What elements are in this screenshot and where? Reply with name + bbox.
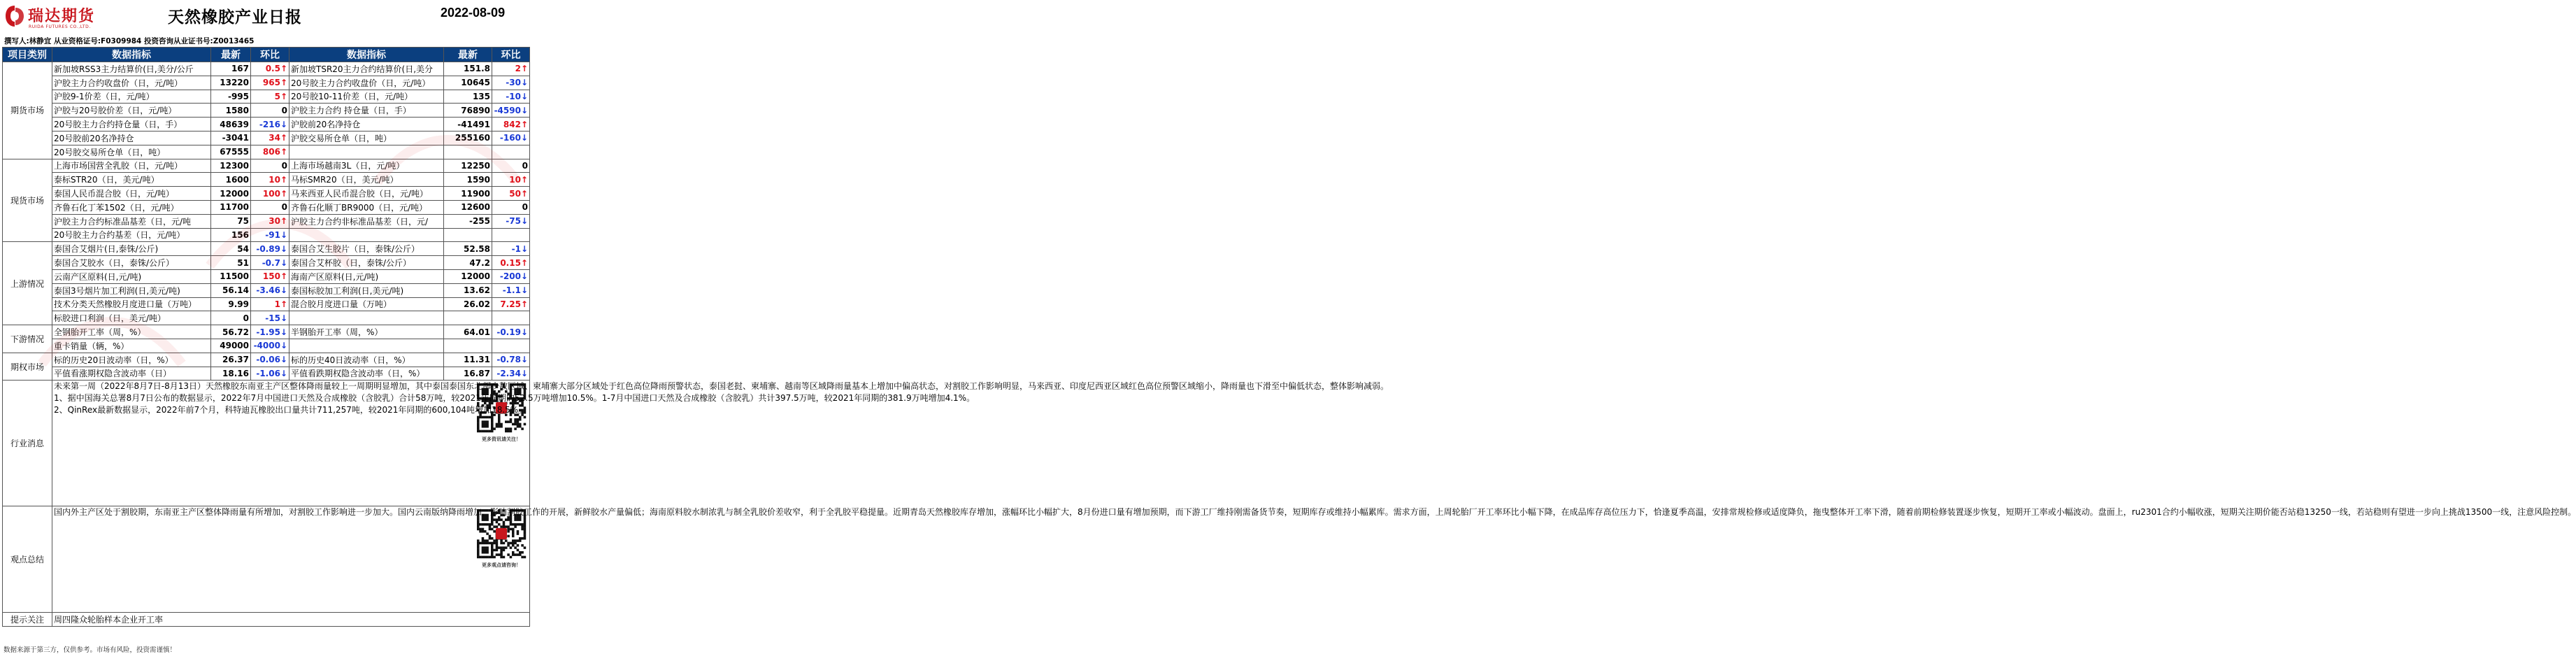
table-row <box>3 104 530 118</box>
author-credentials: 撰写人:林静宜 从业资格证号:F0309984 投资咨询从业证书号:Z0013465 <box>4 37 255 45</box>
industry-news-row <box>3 381 530 506</box>
table-body <box>3 62 530 381</box>
indicator-change-value: 10↑ <box>492 173 530 187</box>
indicator-name: 平值看涨期权隐含波动率（日） <box>52 367 211 381</box>
table-row <box>3 353 530 367</box>
header-latest: 最新 <box>211 48 251 62</box>
indicator-latest-value: -995 <box>211 90 251 104</box>
indicator-change-value: -30↓ <box>492 76 530 90</box>
table-row <box>3 173 530 187</box>
indicator-name: 沪胶9-1价差（日，元/吨） <box>52 90 211 104</box>
category-cell: 期货市场 <box>3 62 52 159</box>
tips-row <box>3 613 530 627</box>
indicator-latest-value: 12300 <box>211 159 251 173</box>
header-change: 环比 <box>251 48 289 62</box>
table-row <box>3 118 530 132</box>
report-date: 2022-08-09 <box>441 6 506 20</box>
indicator-latest-value: 26.37 <box>211 353 251 367</box>
indicator-change-value: -0.78↓ <box>492 353 530 367</box>
viewpoint-cell <box>52 506 2576 613</box>
indicator-name: 沪胶前20名净持仓 <box>289 118 444 132</box>
indicator-change-value: 10↑ <box>251 173 289 187</box>
logo-chinese-name: 瑞达期货 <box>28 8 96 25</box>
category-viewpoint: 观点总结 <box>3 506 52 613</box>
indicator-change-value: 0 <box>251 200 289 214</box>
indicator-name: 技术分类天然橡胶月度进口量（万吨） <box>52 297 211 311</box>
industry-data-table <box>2 47 2576 627</box>
indicator-change-value: -1↓ <box>492 242 530 256</box>
header-latest-right: 最新 <box>444 48 492 62</box>
indicator-change-value: 7.25↑ <box>492 297 530 311</box>
indicator-name: 沪胶与20号胶价差（日，元/吨） <box>52 104 211 118</box>
ruida-logo-icon <box>4 4 25 28</box>
indicator-change-value: 0.15↑ <box>492 256 530 270</box>
indicator-name: 沪胶主力合约标准品基差（日，元/吨 <box>52 214 211 228</box>
table-row <box>3 269 530 283</box>
indicator-change-value: -15↓ <box>251 311 289 325</box>
table-row <box>3 76 530 90</box>
indicator-name: 沪胶交易所仓单（日，吨） <box>289 131 444 145</box>
indicator-change-value: -200↓ <box>492 269 530 283</box>
qr-caption-news: 更多资讯请关注！ <box>482 436 521 443</box>
indicator-name: 20号胶主力合约收盘价（日，元/吨） <box>289 76 444 90</box>
indicator-change-value: -3.46↓ <box>251 283 289 297</box>
indicator-name: 海南产区原料(日,元/吨) <box>289 269 444 283</box>
table-row <box>3 256 530 270</box>
indicator-latest-value: 13.62 <box>444 283 492 297</box>
indicator-name: 沪胶主力合约收盘价（日，元/吨） <box>52 76 211 90</box>
indicator-change-value: -0.19↓ <box>492 325 530 339</box>
indicator-change-value <box>492 145 530 159</box>
indicator-name: 新加坡TSR20主力合约结算价(日,美分 <box>289 62 444 76</box>
indicator-latest-value: -41491 <box>444 118 492 132</box>
indicator-latest-value: 67555 <box>211 145 251 159</box>
disclaimer-footer: 数据来源于第三方，仅供参考。市场有风险，投资需谨慎！ <box>3 646 177 654</box>
indicator-latest-value: 76890 <box>444 104 492 118</box>
indicator-latest-value: 47.2 <box>444 256 492 270</box>
indicator-latest-value: 151.8 <box>444 62 492 76</box>
indicator-name: 泰国合艾生胶片（日，泰铢/公斤） <box>289 242 444 256</box>
indicator-name: 20号胶交易所仓单（日，吨） <box>52 145 211 159</box>
indicator-name: 泰国人民币混合胶（日，元/吨） <box>52 187 211 201</box>
indicator-change-value: 0.5↑ <box>251 62 289 76</box>
indicator-latest-value: 1580 <box>211 104 251 118</box>
indicator-name: 沪胶主力合约 持仓量（日，手） <box>289 104 444 118</box>
indicator-latest-value: 0 <box>211 311 251 325</box>
indicator-name: 20号胶前20名净持仓 <box>52 131 211 145</box>
indicator-change-value: 0 <box>492 200 530 214</box>
indicator-change-value: 50↑ <box>492 187 530 201</box>
indicator-latest-value: 49000 <box>211 339 251 353</box>
indicator-change-value: 806↑ <box>251 145 289 159</box>
indicator-name: 马标SMR20（日，美元/吨） <box>289 173 444 187</box>
indicator-latest-value: 11700 <box>211 200 251 214</box>
header-indicator-right: 数据指标 <box>289 48 444 62</box>
indicator-latest-value: 12000 <box>211 187 251 201</box>
table-row <box>3 187 530 201</box>
indicator-name <box>289 228 444 242</box>
indicator-latest-value: 12000 <box>444 269 492 283</box>
indicator-name: 20号胶主力合约持仓量（日，手） <box>52 118 211 132</box>
indicator-name: 重卡销量（辆，%） <box>52 339 211 353</box>
indicator-latest-value: 156 <box>211 228 251 242</box>
table-row <box>3 283 530 297</box>
indicator-change-value: -10↓ <box>492 90 530 104</box>
indicator-name: 上海市场越南3L（日，元/吨） <box>289 159 444 173</box>
indicator-latest-value: 18.16 <box>211 367 251 381</box>
indicator-change-value: -0.06↓ <box>251 353 289 367</box>
indicator-latest-value <box>444 145 492 159</box>
qr-caption-viewpoint: 更多观点请咨询！ <box>482 562 521 569</box>
indicator-name: 标胶进口利润（日，美元/吨） <box>52 311 211 325</box>
table-row <box>3 131 530 145</box>
industry-news-cell <box>52 381 1389 506</box>
indicator-latest-value: 12600 <box>444 200 492 214</box>
indicator-change-value: -4590↓ <box>492 104 530 118</box>
indicator-name <box>289 145 444 159</box>
header-change-right: 环比 <box>492 48 530 62</box>
indicator-latest-value: 16.87 <box>444 367 492 381</box>
indicator-latest-value: 1590 <box>444 173 492 187</box>
indicator-latest-value: 11900 <box>444 187 492 201</box>
table-row <box>3 62 530 76</box>
indicator-name: 标的历史40日波动率（日，%） <box>289 353 444 367</box>
indicator-latest-value: 12250 <box>444 159 492 173</box>
viewpoint-row <box>3 506 530 613</box>
indicator-latest-value: 255160 <box>444 131 492 145</box>
indicator-change-value: 842↑ <box>492 118 530 132</box>
table-row <box>3 325 530 339</box>
indicator-latest-value: -3041 <box>211 131 251 145</box>
news-paragraph-1: 未来第一周（2022年8月7日-8月13日）天然橡胶东南亚主产区整体降雨量较上一周期明显增加，其中泰国泰国东北部少数区域、柬埔寨大部分区域处于红色高位降雨预警状态，泰国老挝、柬埔寨、越南等区域降雨量基本上增加中偏高状态，对割胶工作影响明显，马来西亚、印度尼西亚区域红色高位预警区域缩小，降雨量也下滑至中偏低状态，整体影响减弱。 <box>54 381 1389 392</box>
indicator-change-value: -4000↓ <box>251 339 289 353</box>
report-title: 天然橡胶产业日报 <box>168 8 302 27</box>
indicator-change-value: 5↑ <box>251 90 289 104</box>
indicator-name: 齐鲁石化顺丁BR9000（日，元/吨） <box>289 200 444 214</box>
ruida-logo <box>4 3 109 34</box>
indicator-change-value: -0.89↓ <box>251 242 289 256</box>
indicator-latest-value: 51 <box>211 256 251 270</box>
indicator-latest-value: 52.58 <box>444 242 492 256</box>
indicator-change-value: 100↑ <box>251 187 289 201</box>
indicator-latest-value: 10645 <box>444 76 492 90</box>
indicator-latest-value <box>444 339 492 353</box>
indicator-latest-value: 13220 <box>211 76 251 90</box>
indicator-name: 平值看跌期权隐含波动率（日，%） <box>289 367 444 381</box>
indicator-change-value: -91↓ <box>251 228 289 242</box>
table-row <box>3 90 530 104</box>
indicator-latest-value: 26.02 <box>444 297 492 311</box>
indicator-latest-value: 56.72 <box>211 325 251 339</box>
indicator-latest-value: -255 <box>444 214 492 228</box>
category-cell: 上游情况 <box>3 242 52 325</box>
indicator-latest-value: 1600 <box>211 173 251 187</box>
table-row <box>3 367 530 381</box>
table-row <box>3 242 530 256</box>
table-row <box>3 145 530 159</box>
indicator-name: 标的历史20日波动率（日，%） <box>52 353 211 367</box>
indicator-change-value: -160↓ <box>492 131 530 145</box>
category-cell: 下游情况 <box>3 325 52 353</box>
indicator-name: 上海市场国营全乳胶（日，元/吨） <box>52 159 211 173</box>
viewpoint-text: 国内外主产区处于割胶期，东南亚主产区整体降雨量有所增加，对割胶工作影响进一步加大。国内云南版纳降雨增加，影响割胶工作的开展，新鲜胶水产量偏低；海南原料胶水制浓乳与制全乳胶价差收窄，利于全乳胶平稳提量。近期青岛天然橡胶库存增加，涨幅环比小幅扩大，8月份进口量有增加预期，而下游工厂维持刚需备货节奏，短期库存或维持小幅累库。需求方面，上周轮胎厂开工率环比小幅下降，在成品库存高位压力下，恰逢夏季高温，安排常规检修或适度降负，拖曳整体开工率下滑，随着前期检修装置逐步恢复，短期开工率或小幅波动。盘面上，ru2301合约小幅收涨，短期关注期价能否站稳13250一线，若站稳则有望进一步向上挑战13500一线，注意风险控制。 <box>54 507 2576 518</box>
report-header <box>0 0 531 45</box>
indicator-change-value: -1.1↓ <box>492 283 530 297</box>
indicator-latest-value: 48639 <box>211 118 251 132</box>
indicator-change-value: -216↓ <box>251 118 289 132</box>
indicator-name: 云南产区原料(日,元/吨) <box>52 269 211 283</box>
category-cell: 期权市场 <box>3 353 52 381</box>
indicator-name: 泰国合艾烟片(日,泰铢/公斤) <box>52 242 211 256</box>
indicator-change-value <box>492 339 530 353</box>
text-sections <box>3 381 2576 627</box>
indicator-change-value: 1↑ <box>251 297 289 311</box>
table-row <box>3 214 530 228</box>
news-paragraph-2: 1、据中国海关总署8月7日公布的数据显示，2022年7月中国进口天然及合成橡胶（含胶乳）合计58万吨，较2021年同期的52.5万吨增加10.5%。1-7月中国进口天然及合成橡胶（含胶乳）共计397.5万吨，较2021年同期的381.9万吨增加4.1%。 <box>54 393 975 404</box>
table-row <box>3 228 530 242</box>
indicator-change-value: -2.34↓ <box>492 367 530 381</box>
indicator-change-value <box>492 228 530 242</box>
indicator-change-value: -1.95↓ <box>251 325 289 339</box>
indicator-change-value <box>492 311 530 325</box>
indicator-name: 新加坡RSS3主力结算价(日,美分/公斤 <box>52 62 211 76</box>
table-row <box>3 200 530 214</box>
indicator-latest-value: 75 <box>211 214 251 228</box>
indicator-latest-value: 135 <box>444 90 492 104</box>
indicator-change-value: 2↑ <box>492 62 530 76</box>
indicator-change-value: -75↓ <box>492 214 530 228</box>
table-row <box>3 159 530 173</box>
indicator-latest-value <box>444 228 492 242</box>
category-industry-news: 行业消息 <box>3 381 52 506</box>
indicator-name: 齐鲁石化丁苯1502（日，元/吨） <box>52 200 211 214</box>
indicator-name <box>289 339 444 353</box>
tips-text: 周四隆众轮胎样本企业开工率 <box>52 613 530 627</box>
indicator-name: 20号胶10-11价差（日，元/吨） <box>289 90 444 104</box>
indicator-latest-value: 167 <box>211 62 251 76</box>
indicator-latest-value: 9.99 <box>211 297 251 311</box>
table-row <box>3 297 530 311</box>
indicator-change-value: 34↑ <box>251 131 289 145</box>
category-cell: 现货市场 <box>3 159 52 242</box>
indicator-latest-value: 11500 <box>211 269 251 283</box>
indicator-change-value: -0.7↓ <box>251 256 289 270</box>
indicator-latest-value: 54 <box>211 242 251 256</box>
indicator-name: 泰国合艾胶水（日，泰铢/公斤） <box>52 256 211 270</box>
indicator-change-value: 965↑ <box>251 76 289 90</box>
indicator-name: 泰国合艾杯胶（日，泰铢/公斤） <box>289 256 444 270</box>
table-row <box>3 311 530 325</box>
indicator-change-value: -1.06↓ <box>251 367 289 381</box>
indicator-name: 泰国3号烟片加工利润(日,美元/吨) <box>52 283 211 297</box>
indicator-latest-value <box>444 311 492 325</box>
indicator-name: 半钢胎开工率（周，%） <box>289 325 444 339</box>
indicator-change-value: 0 <box>251 104 289 118</box>
indicator-latest-value: 11.31 <box>444 353 492 367</box>
indicator-name: 全钢胎开工率（周，%） <box>52 325 211 339</box>
table-row <box>3 339 530 353</box>
indicator-name: 沪胶主力合约非标准品基差（日，元/ <box>289 214 444 228</box>
indicator-latest-value: 64.01 <box>444 325 492 339</box>
indicator-change-value: 30↑ <box>251 214 289 228</box>
indicator-change-value: 0 <box>251 159 289 173</box>
indicator-name: 泰国标胶加工利润(日,美元/吨) <box>289 283 444 297</box>
indicator-change-value: 0 <box>492 159 530 173</box>
header-category: 项目类别 <box>3 48 52 62</box>
indicator-name: 20号胶主力合约基差（日，元/吨） <box>52 228 211 242</box>
indicator-name: 泰标STR20（日，美元/吨） <box>52 173 211 187</box>
category-tips: 提示关注 <box>3 613 52 627</box>
indicator-name: 混合胶月度进口量（万吨） <box>289 297 444 311</box>
indicator-latest-value: 56.14 <box>211 283 251 297</box>
indicator-change-value: 150↑ <box>251 269 289 283</box>
header-indicator: 数据指标 <box>52 48 211 62</box>
indicator-name: 马来西亚人民币混合胶（日，元/吨） <box>289 187 444 201</box>
indicator-name <box>289 311 444 325</box>
news-paragraph-3: 2、QinRex最新数据显示，2022年前7个月，科特迪瓦橡胶出口量共计711,257吨，较2021年同期的600,104吨增加18.5%。 <box>54 405 527 415</box>
logo-english-name: RUIDA FUTURES CO.,LTD. <box>29 24 91 29</box>
table-header-row <box>3 48 530 62</box>
